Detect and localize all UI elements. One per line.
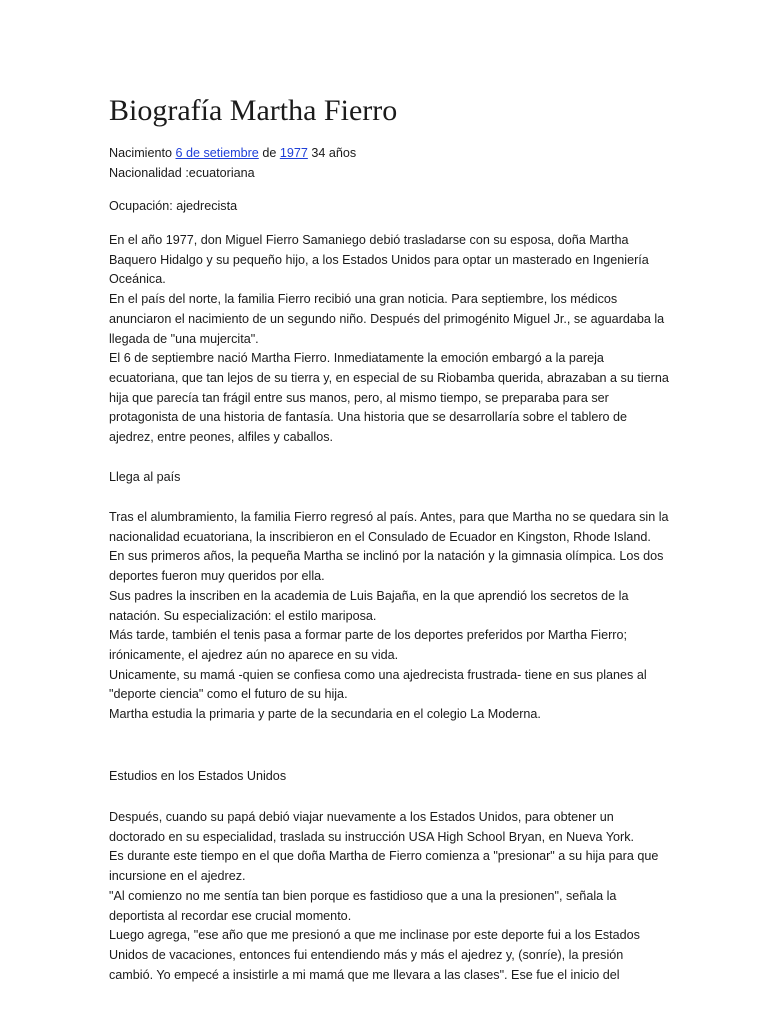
- paragraph: "Al comienzo no me sentía tan bien porque es fastidioso que a una la presionen", señala la deportista al recordar ese crucial momento.: [109, 888, 617, 923]
- occupation-line: Ocupación: ajedrecista: [109, 199, 238, 213]
- paragraph: Martha estudia la primaria y parte de la secundaria en el colegio La Moderna.: [109, 707, 541, 722]
- paragraph: Tras el alumbramiento, la familia Fierro regresó al país. Antes, para que Martha no se quedara sin la nacionalidad ecuatoriana, la inscribieron en el Consulado de Ecuador en Kingston, Rhode Island.: [109, 510, 669, 544]
- section-heading-llega: [109, 468, 669, 488]
- birth-date-link[interactable]: 6 de setiembre: [175, 146, 259, 160]
- birth-line: [109, 144, 669, 164]
- paragraph: El 6 de septiembre nació Martha Fierro. Inmediatamente la emoción embargó a la pareja ecuatoriana, que tan lejos de su tierra y, en especial de su Riobamba querida, abrazaban a su tierna hija que parecía tan frágil entre sus manos, pero, al mismo tiempo, se preparaba para ser protagonista de una historia de fantasía. Una historia que se desarrollaría sobre el tablero de ajedrez, entre peones, alfiles y caballos.: [109, 351, 669, 445]
- section-heading: Estudios en los Estados Unidos: [109, 769, 287, 783]
- section-heading-estudios: [109, 767, 669, 787]
- paragraph: En sus primeros años, la pequeña Martha se inclinó por la natación y la gimnasia olímpica. Los dos deportes fueron muy queridos por ella.: [109, 549, 664, 584]
- paragraph: Después, cuando su papá debió viajar nuevamente a los Estados Unidos, para obtener un doctorado en su especialidad, traslada su instrucción USA High School Bryan, en Nueva York.: [109, 810, 635, 844]
- section-heading: Llega al país: [109, 470, 181, 484]
- paragraph: Luego agrega, "ese año que me presionó a que me inclinase por este deporte fui a los Estados Unidos de vacaciones, entonces fui entendiendo más y más el ajedrez y, (sonríe), la presión cambió. Yo empecé a insistirle a mi mamá que me llevara a las clases". Ese fue el inicio del: [109, 928, 640, 982]
- birth-label: Nacimiento: [109, 146, 172, 160]
- birth-connector: de: [262, 146, 277, 160]
- paragraph: En el país del norte, la familia Fierro recibió una gran noticia. Para septiembre, los médicos anunciaron el nacimiento de un segundo niño. Después del primogénito Miguel Jr., se aguardaba la llegada de "una mujercita".: [109, 292, 665, 346]
- paragraph: Unicamente, su mamá -quien se confiesa como una ajedrecista frustrada- tiene en sus planes al "deporte ciencia" como el futuro de su hija.: [109, 667, 647, 702]
- page-title: Biografía Martha Fierro: [109, 94, 398, 127]
- birth-age: 34 años: [311, 146, 357, 160]
- paragraph: Más tarde, también el tenis pasa a formar parte de los deportes preferidos por Martha Fierro; irónicamente, el ajedrez aún no aparece en su vida.: [109, 628, 627, 662]
- info-block: [109, 144, 669, 183]
- paragraph: Sus padres la inscriben en la academia de Luis Bajaña, en la que aprendió los secretos de la natación. Su especialización: el estilo mariposa.: [109, 588, 629, 623]
- birth-year-link[interactable]: 1977: [279, 146, 308, 160]
- section-estudios-body: [109, 808, 669, 985]
- occupation-block: [109, 197, 669, 217]
- intro-section: [109, 231, 669, 448]
- section-llega-body: [109, 508, 669, 725]
- paragraph: En el año 1977, don Miguel Fierro Samaniego debió trasladarse con su esposa, doña Martha Baquero Hidalgo y su pequeño hijo, a los Estados Unidos para optar un masterado en Ingeniería Oceánica.: [109, 233, 649, 287]
- nationality-line: Nacionalidad :ecuatoriana: [109, 165, 255, 180]
- paragraph: Es durante este tiempo en el que doña Martha de Fierro comienza a "presionar" a su hija para que incursione en el ajedrez.: [109, 849, 659, 884]
